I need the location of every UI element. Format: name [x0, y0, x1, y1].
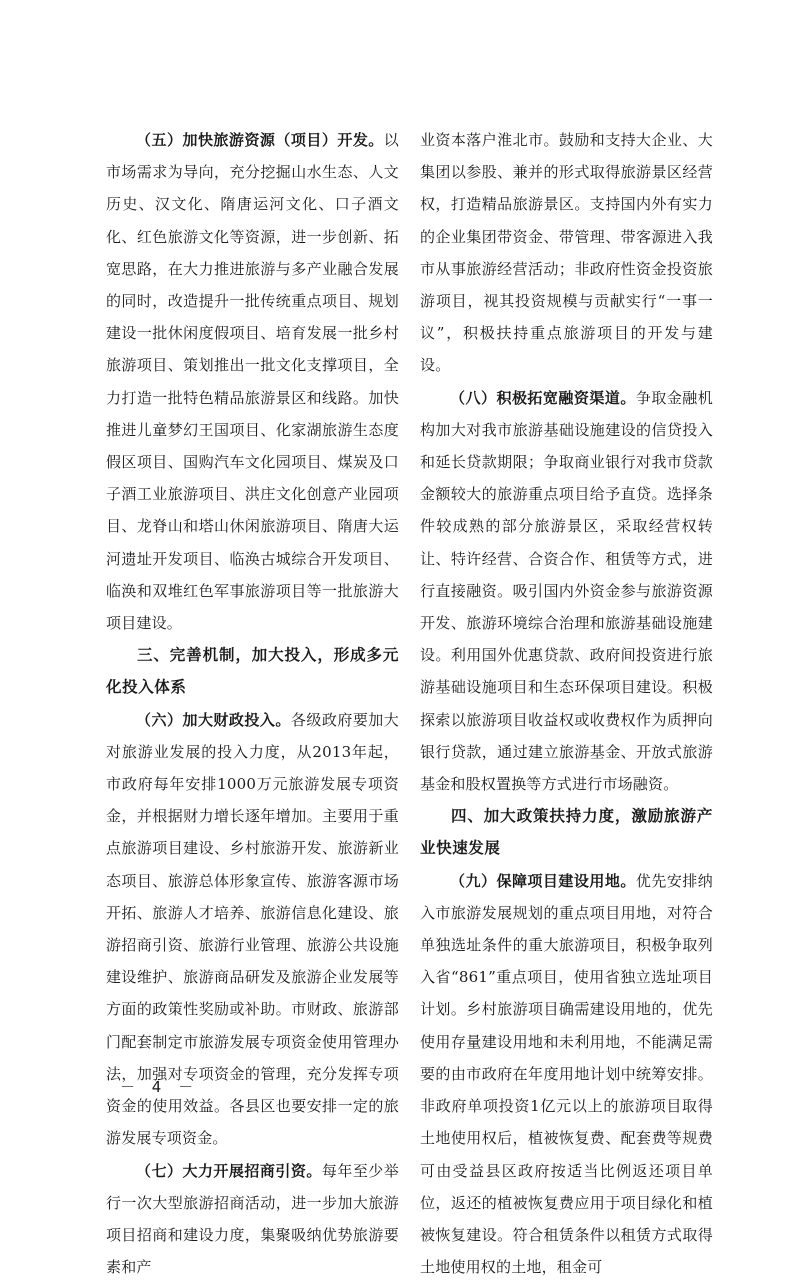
section-heading-4: 四、加大政策扶持力度，激励旅游产业快速发展: [420, 800, 713, 864]
paragraph-6-label: （六）加大财政投入。: [136, 711, 291, 729]
right-column: [420, 124, 713, 1283]
paragraph-8-label: （八）积极拓宽融资渠道。: [450, 389, 636, 407]
paragraph-9: [420, 865, 713, 1283]
paragraph-5: [106, 124, 399, 639]
paragraph-5-body: 以市场需求为导向，充分挖掘山水生态、人文历史、汉文化、隋唐运河文化、口子酒文化、红色旅游文化等资源，进一步创新、拓宽思路，在大力推进旅游与多产业融合发展的同时，改造提升一批传统重点项目、规划建设一批休闲度假项目、培育发展一批乡村旅游项目、策划推出一批文化支撑项目，全力打造一批特色精品旅游景区和线路。加快推进儿童梦幻王国项目、化家湖旅游生态度假区项目、国购汽车文化园项目、煤炭及口子酒工业旅游项目、洪庄文化创意产业园项目、龙脊山和塔山休闲旅游项目、隋唐大运河遗址开发项目、临涣古城综合开发项目、临涣和双堆红色军事旅游项目等一批旅游大项目建设。: [106, 131, 399, 632]
paragraph-7-body: 每年至少举行一次大型旅游招商活动，进一步加大旅游项目招商和建设力度，集聚吸纳优势旅游要素和产: [106, 1162, 399, 1277]
paragraph-7-continued: 业资本落户淮北市。鼓励和支持大企业、大集团以参股、兼并的形式取得旅游景区经营权，打造精品旅游景区。支持国内外有实力的企业集团带资金、带管理、带客源进入我市从事旅游经营活动；非政府性资金投资旅游项目，视其投资规模与贡献实行“一事一议”，积极扶持重点旅游项目的开发与建设。: [420, 124, 713, 382]
paragraph-9-body: 优先安排纳入市旅游发展规划的重点项目用地，对符合单独选址条件的重大旅游项目，积极争取列入省“861”重点项目，使用省独立选址项目计划。乡村旅游项目确需建设用地的，优先使用存量建设用地和未利用地，不能满足需要的由市政府在年度用地计划中统筹安排。非政府单项投资1亿元以上的旅游项目取得土地使用权后，植被恢复费、配套费等规费可由受益县区政府按适当比例返还项目单位，返还的植被恢复费应用于项目绿化和植被恢复建设。符合租赁条件以租赁方式取得土地使用权的土地，租金可: [420, 872, 713, 1276]
paragraph-9-label: （九）保障项目建设用地。: [450, 872, 636, 890]
paragraph-6-body: 各级政府要加大对旅游业发展的投入力度，从2013年起，市政府每年安排1000万元旅游发展专项资金，并根据财力增长逐年增加。主要用于重点旅游项目建设、乡村旅游开发、旅游新业态项目、旅游总体形象宣传、旅游客源市场开拓、旅游人才培养、旅游信息化建设、旅游招商引资、旅游行业管理、旅游公共设施建设维护、旅游商品研发及旅游企业发展等方面的政策性奖励或补助。市财政、旅游部门配套制定市旅游发展专项资金使用管理办法，加强对专项资金的管理，充分发挥专项资金的使用效益。各县区也要安排一定的旅游发展专项资金。: [106, 711, 399, 1148]
left-column: [106, 124, 399, 1283]
page-number: － 4 －: [120, 1076, 199, 1097]
paragraph-8-body: 争取金融机构加大对我市旅游基础设施建设的信贷投入和延长贷款期限；争取商业银行对我市贷款金额较大的旅游重点项目给予直贷。选择条件较成熟的部分旅游景区，采取经营权转让、特许经营、合资合作、租赁等方式，进行直接融资。吸引国内外资金参与旅游资源开发、旅游环境综合治理和旅游基础设施建设。利用国外优惠贷款、政府间投资进行旅游基础设施项目和生态环保项目建设。积极探索以旅游项目收益权或收费权作为质押向银行贷款，通过建立旅游基金、开放式旅游基金和股权置换等方式进行市场融资。: [420, 389, 713, 793]
paragraph-8: [420, 382, 713, 801]
paragraph-7-label: （七）大力开展招商引资。: [136, 1162, 322, 1180]
section-heading-3: 三、完善机制，加大投入，形成多元化投入体系: [106, 639, 399, 703]
paragraph-7: [106, 1155, 399, 1283]
paragraph-5-label: （五）加快旅游资源（项目）开发。: [136, 131, 384, 149]
